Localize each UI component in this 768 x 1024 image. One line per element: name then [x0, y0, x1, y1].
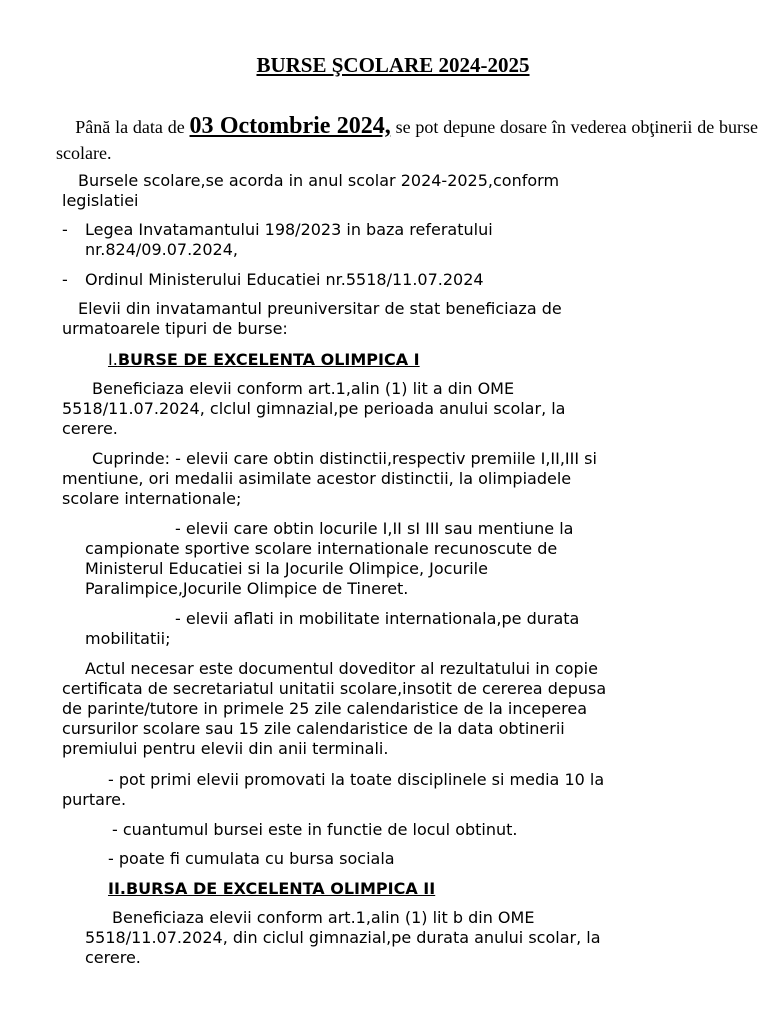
- p2-line-1: Elevii din invatamantul preuniversitar de stat beneficiaza de: [78, 299, 562, 318]
- sec1-mob-line-1: - elevii aflati in mobilitate internationala,pe durata: [175, 609, 580, 628]
- p1-line-2: legislatiei: [62, 191, 139, 210]
- sec1-promov-line-2: purtare.: [62, 790, 127, 809]
- sec1-cuprinde-line-3: scolare internationale;: [62, 489, 242, 508]
- law-2-dash: -: [62, 270, 68, 289]
- sec2-benef-line-1: Beneficiaza elevii conform art.1,alin (1) lit b din OME: [112, 908, 535, 927]
- sec1-act-line-2: certificata de secretariatul unitatii scolare,insotit de cererea depusa: [62, 679, 607, 698]
- section-2-heading: II.BURSA DE EXCELENTA OLIMPICA II: [108, 879, 436, 898]
- sec1-cuprinde-line-1: Cuprinde: - elevii care obtin distinctii,respectiv premiile I,II,III si: [92, 449, 597, 468]
- sec1-sport-line-1: - elevii care obtin locurile I,II sI III sau mentiune la: [175, 519, 574, 538]
- sec1-cumul: - poate fi cumulata cu bursa sociala: [108, 849, 395, 868]
- section-1-heading: [108, 350, 420, 370]
- sec1-cuprinde-line-2: mentiune, ori medalii asimilate acestor distinctii, la olimpiadele: [62, 469, 572, 488]
- deadline-date: 03 Octombrie 2024,: [189, 113, 391, 139]
- intro-paragraph: [56, 113, 758, 166]
- sec1-act-line-1: Actul necesar este documentul doveditor al rezultatului in copie: [85, 659, 598, 678]
- sec1-benef-line-3: cerere.: [62, 419, 118, 438]
- sec1-benef-line-2: 5518/11.07.2024, clclul gimnazial,pe perioada anului scolar, la: [62, 399, 566, 418]
- sec1-sport-line-2: campionate sportive scolare internationale recunoscute de: [85, 539, 558, 558]
- sec1-mob-line-2: mobilitatii;: [85, 629, 171, 648]
- sec1-act-line-3: de parinte/tutore in primele 25 zile calendaristice de la inceperea: [62, 699, 587, 718]
- p2-line-2: urmatoarele tipuri de burse:: [62, 319, 288, 338]
- law-2-line-1: Ordinul Ministerului Educatiei nr.5518/11.07.2024: [85, 270, 484, 289]
- intro-prefix: Până la data de: [75, 117, 190, 137]
- law-1-line-2: nr.824/09.07.2024,: [85, 240, 238, 259]
- document-title: BURSE ŞCOLARE 2024-2025: [256, 53, 530, 77]
- sec1-sport-line-3: Ministerul Educatiei si la Jocurile Olimpice, Jocurile: [85, 559, 488, 578]
- p1-line-1: Bursele scolare,se acorda in anul scolar 2024-2025,conform: [78, 171, 560, 190]
- sec1-act-line-5: premiului pentru elevii din anii terminali.: [62, 739, 389, 758]
- sec1-promov-line-1: - pot primi elevii promovati la toate disciplinele si media 10 la: [108, 770, 605, 789]
- sec2-benef-line-2: 5518/11.07.2024, din ciclul gimnazial,pe durata anului scolar, la: [85, 928, 601, 947]
- law-1-line-1: Legea Invatamantului 198/2023 in baza referatului: [85, 220, 493, 239]
- sec2-benef-line-3: cerere.: [85, 948, 141, 967]
- intro-suffix: se pot depune dosare în vederea obţinerii de burse scolare.: [56, 117, 759, 163]
- law-1-dash: -: [62, 220, 68, 239]
- sec1-cuantum: - cuantumul bursei este in functie de locul obtinut.: [112, 820, 518, 839]
- section-1-title: BURSE DE EXCELENTA OLIMPICA I: [117, 350, 420, 369]
- sec1-benef-line-1: Beneficiaza elevii conform art.1,alin (1) lit a din OME: [92, 379, 515, 398]
- sec1-act-line-4: cursurilor scolare sau 15 zile calendaristice de la data obtinerii: [62, 719, 565, 738]
- sec1-sport-line-4: Paralimpice,Jocurile Olimpice de Tineret.: [85, 579, 409, 598]
- section-1-number: I.: [108, 350, 118, 369]
